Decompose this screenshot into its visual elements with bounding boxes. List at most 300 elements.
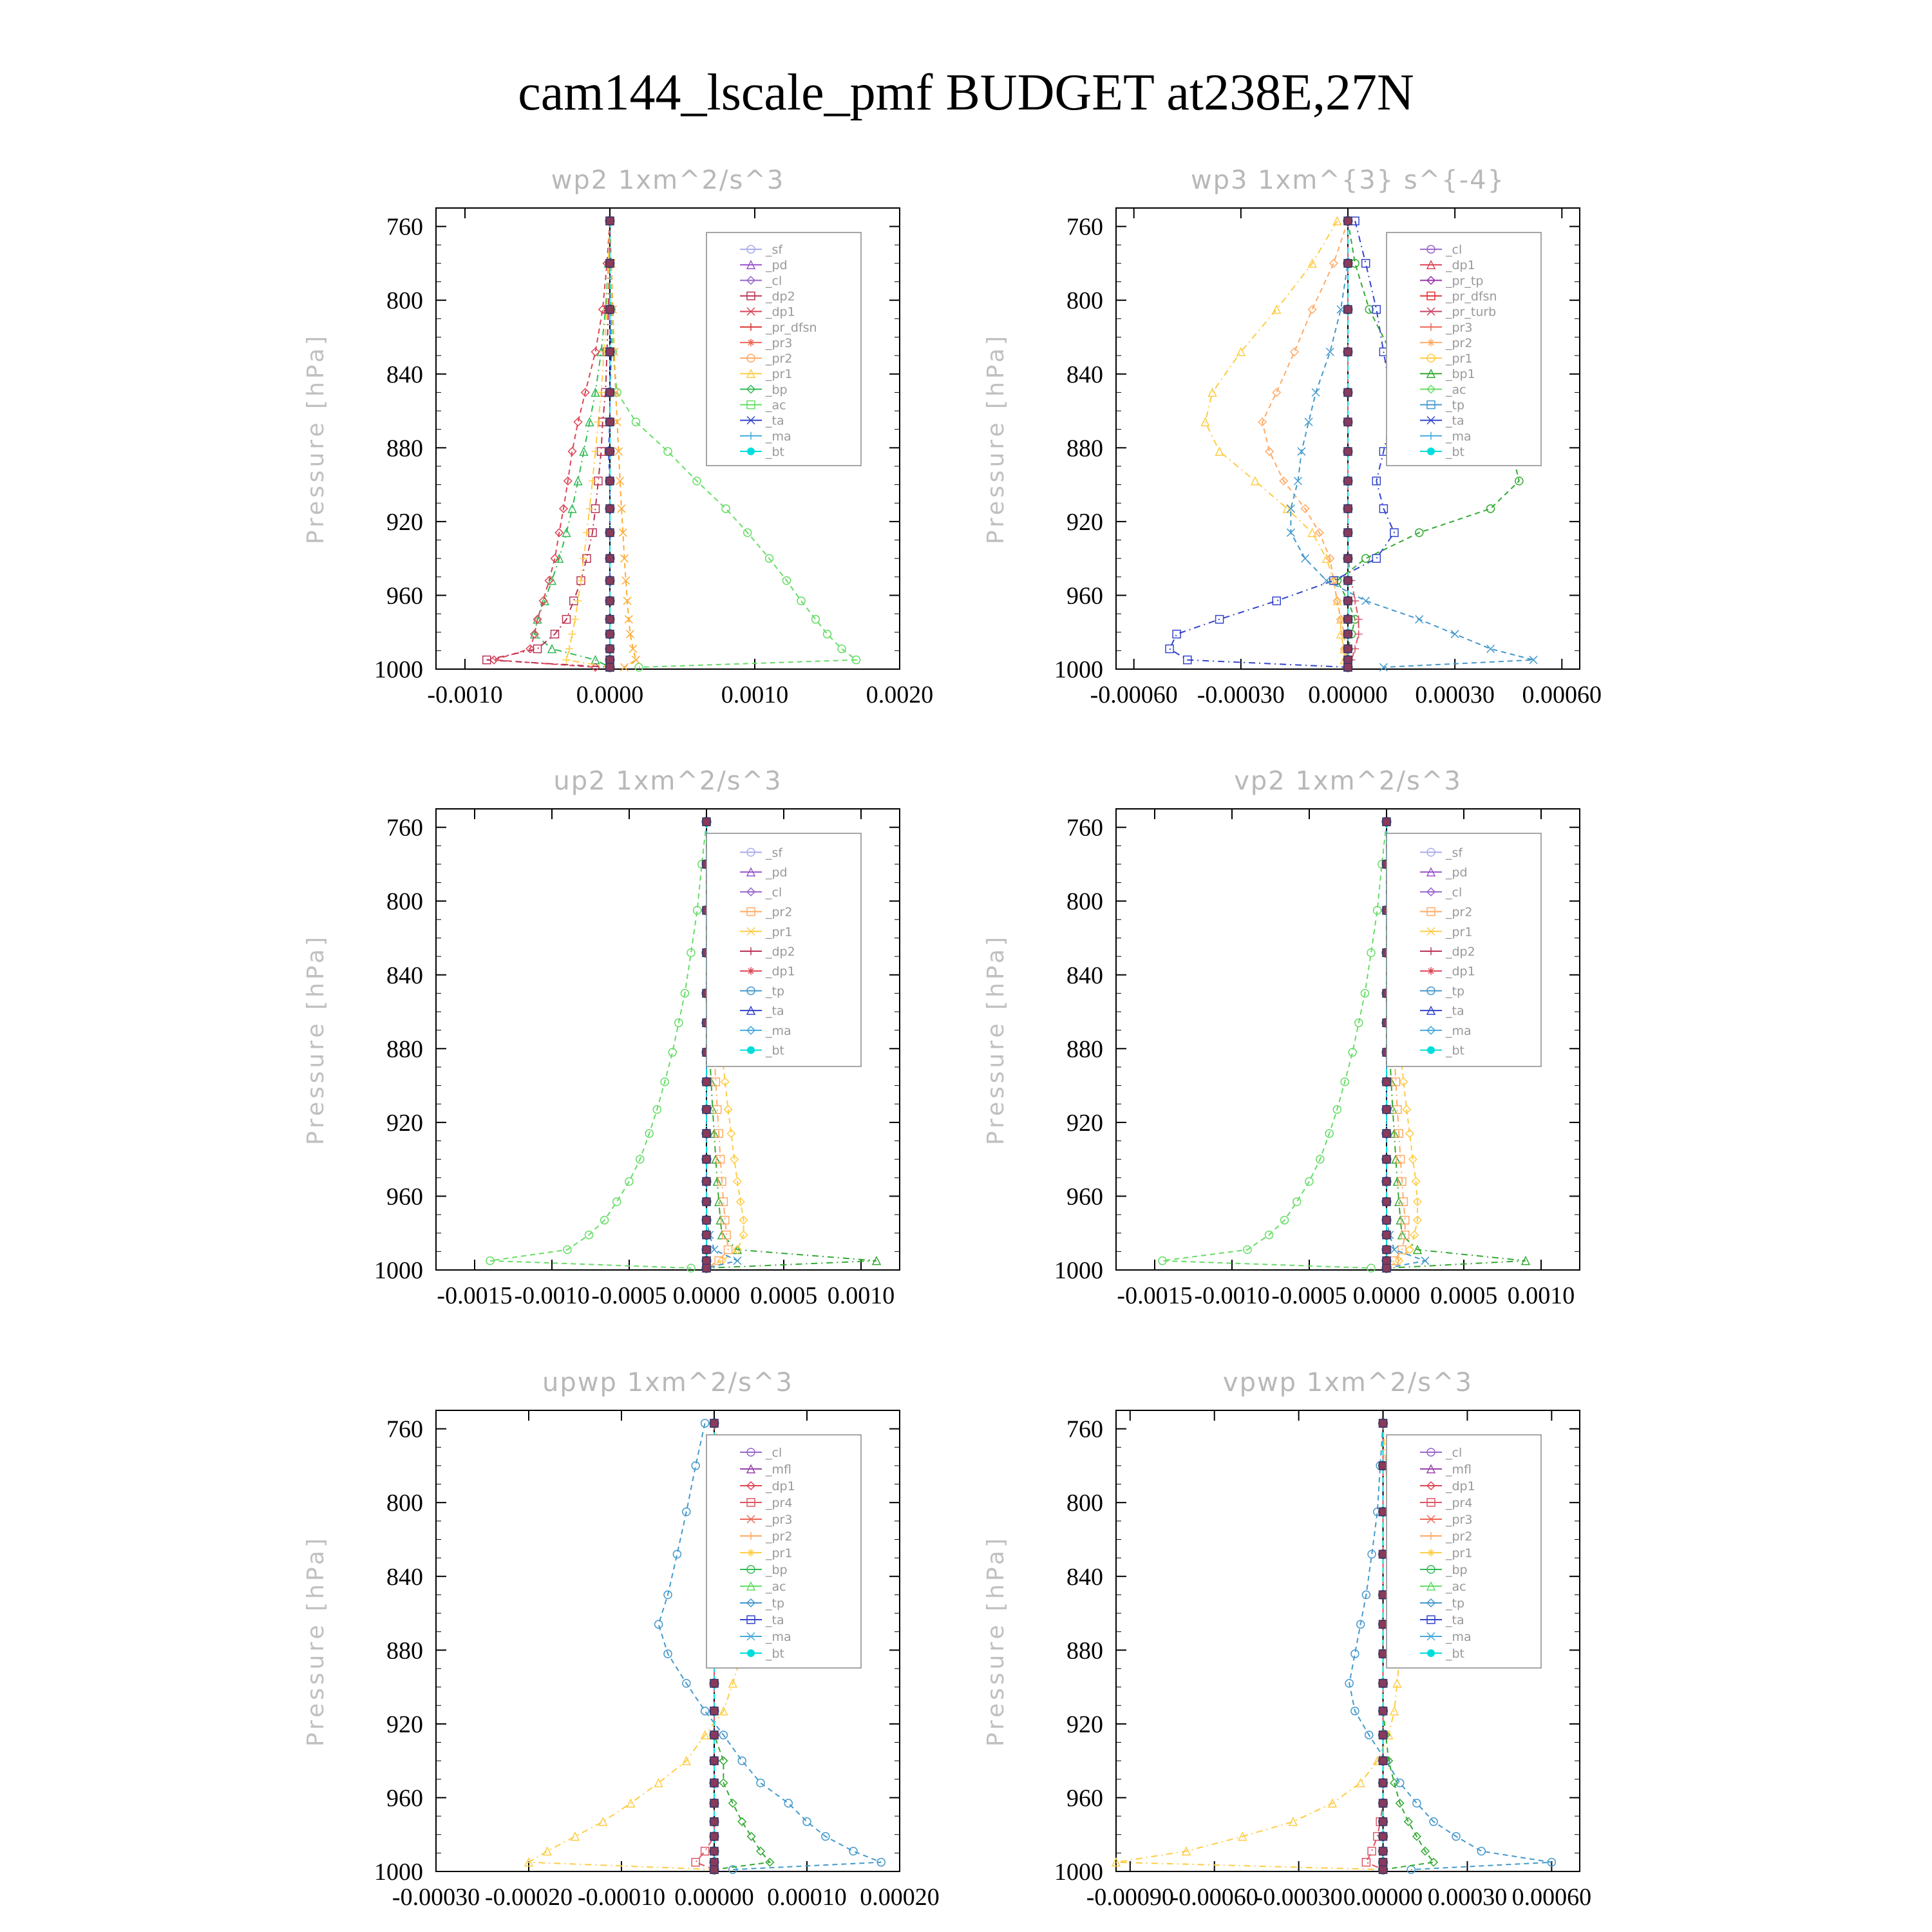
legend-label: _ma [1446,1630,1472,1644]
legend-label: _ta [1446,413,1464,428]
legend-label: _ma [1446,429,1472,444]
data-point [632,418,640,426]
zero-marker [703,1155,710,1163]
zero-marker [710,1779,718,1787]
y-tick-label: 760 [386,814,423,842]
data-point [1405,1818,1412,1826]
legend-label: _pr1 [1446,352,1473,366]
data-point [719,1757,727,1765]
data-point [1396,1779,1404,1787]
y-tick-label: 840 [386,961,423,989]
data-point [592,448,600,455]
legend-label: _dp1 [1446,964,1475,979]
x-tick-label: -0.0010 [427,681,503,708]
x-tick-label: -0.00090 [1086,1884,1174,1911]
zero-marker [703,1178,710,1186]
y-tick-label: 760 [1066,814,1103,842]
zero-marker [1344,505,1352,513]
zero-marker [606,656,614,664]
x-tick-label: -0.0015 [437,1282,513,1309]
legend-label: _cl [1446,885,1463,900]
data-point [1173,630,1180,638]
data-point [784,1799,792,1807]
series-line [1206,221,1349,667]
legend-label: _pr1 [766,1546,793,1560]
legend-label: _bt [1446,1647,1465,1661]
series-line [487,221,610,667]
zero-marker [606,597,614,605]
y-tick-label: 1000 [374,656,423,683]
legend-label: _pr2 [766,1530,793,1544]
zero-marker [1383,1106,1390,1113]
data-point [1289,1818,1297,1826]
y-tick-label: 840 [386,361,423,388]
series-line [490,822,706,1268]
x-tick-label: 0.00030 [1427,1884,1508,1911]
legend-label: _bp [766,383,788,397]
zero-marker [1344,630,1352,638]
zero-marker [1344,645,1352,652]
y-axis-label: Pressure [hPa] [303,933,329,1146]
legend-label: _pr2 [766,905,793,920]
legend-label: _ta [766,1613,784,1627]
zero-marker [1344,477,1352,485]
legend-label: _cl [766,274,782,289]
zero-marker [1379,1779,1387,1787]
y-tick-label: 920 [1066,508,1103,536]
legend-label: _tp [1446,398,1465,413]
data-point [1395,1198,1403,1206]
zero-marker [606,306,614,314]
panel-wp2 [303,166,933,708]
legend-label: _bt [1446,444,1465,459]
panel-upwp [303,1368,940,1911]
data-point [715,1198,723,1206]
y-tick-label: 800 [386,287,423,315]
zero-marker [703,1217,710,1224]
y-tick-label: 960 [1066,1785,1103,1812]
data-point [1362,597,1370,605]
y-tick-label: 840 [1066,361,1103,388]
data-point [632,656,640,664]
data-point [757,1779,764,1787]
panel-vp2 [983,766,1580,1309]
legend-label: _ma [1446,1023,1472,1038]
data-point [613,1198,621,1206]
panel-title: wp3 1xm^{3} s^{-4} [1190,166,1506,195]
legend-marker [747,1046,755,1054]
zero-marker [1379,1419,1387,1427]
data-point [722,505,730,513]
x-tick-label: 0.0010 [1507,1282,1575,1309]
data-point [803,1818,811,1826]
data-point [1390,1245,1398,1253]
legend-label: _dp1 [766,964,795,979]
y-axis-label: Pressure [hPa] [983,1535,1009,1747]
data-point [574,418,582,426]
data-point [577,577,585,585]
zero-marker [606,448,614,455]
legend-label: _dp1 [766,305,795,319]
zero-marker [1344,217,1352,225]
legend-marker [1427,1046,1435,1054]
legend-label: _bp1 [1446,367,1475,382]
legend-label: _dp2 [1446,945,1475,959]
figure-title: cam144_lscale_pmf BUDGET at238E,27N [518,64,1414,121]
zero-marker [1379,1731,1387,1739]
panel-title: wp2 1xm^2/s^3 [551,166,785,195]
legend-label: _ma [766,429,791,444]
legend-label: _pr_tp [1446,274,1484,289]
zero-marker [1344,656,1352,664]
data-point [738,1757,746,1765]
legend-label: _pr1 [1446,1546,1473,1560]
panel-title: vpwp 1xm^2/s^3 [1222,1368,1473,1397]
series-line [567,221,611,667]
y-tick-label: 920 [1066,1109,1103,1137]
x-tick-label: -0.0005 [591,1282,667,1309]
legend [1387,232,1541,466]
zero-marker [703,1130,710,1137]
y-tick-label: 840 [1066,961,1103,989]
zero-marker [1344,348,1352,355]
data-point [824,630,831,638]
data-point [738,1818,746,1826]
zero-marker [703,1257,710,1265]
y-tick-label: 760 [1066,213,1103,241]
data-point [717,1217,724,1224]
legend-label: _pr3 [766,1513,793,1527]
data-point [664,448,672,455]
data-point [701,1707,709,1715]
zero-marker [710,1680,718,1687]
series-_dp2 [483,217,614,671]
zero-marker [1379,1620,1387,1628]
legend-label: _pr4 [766,1496,793,1510]
zero-marker [703,1078,710,1086]
y-tick-label: 880 [1066,435,1103,462]
data-point [838,645,846,652]
data-point [583,529,591,536]
legend [706,1435,861,1668]
zero-marker [710,1707,718,1715]
zero-marker [1379,1680,1387,1687]
zero-marker [710,1419,718,1427]
x-tick-label: 0.0000 [1352,1282,1421,1309]
data-point [1487,645,1495,652]
data-point [849,1847,857,1855]
zero-marker [606,388,614,396]
legend [706,232,861,466]
zero-marker [606,477,614,485]
legend-label: _pr1 [1446,925,1473,940]
data-point [1293,1198,1301,1206]
zero-marker [1379,1550,1387,1558]
data-point [574,597,582,605]
x-tick-label: 0.00000 [674,1884,754,1911]
data-point [1367,1264,1375,1272]
data-point [1477,1847,1485,1855]
zero-marker [1379,1866,1387,1873]
data-point [668,1048,676,1056]
y-tick-label: 760 [386,1416,423,1443]
legend-label: _pr2 [1446,336,1473,350]
zero-marker [606,577,614,585]
y-tick-label: 1000 [1054,1859,1103,1886]
legend-label: _pd [1446,866,1468,880]
zero-marker [1383,818,1390,826]
panel-title: up2 1xm^2/s^3 [553,766,782,796]
y-tick-label: 1000 [374,1859,423,1886]
zero-marker [1379,1707,1387,1715]
series-_dp1 [486,818,710,1272]
legend-label: _cl [1446,1446,1463,1460]
legend-label: _tp [1446,1596,1465,1611]
legend-label: _cl [1446,243,1463,258]
series-_dp1 [1159,818,1390,1272]
legend-label: _pr_turb [1446,305,1497,319]
series-line [1116,1423,1400,1870]
zero-marker [703,1245,710,1253]
y-tick-label: 920 [386,1710,423,1738]
legend-label: _ac [1446,1580,1466,1594]
legend-label: _cl [766,1446,782,1460]
legend-label: _sf [766,243,783,258]
zero-marker [1383,1198,1390,1206]
y-axis-label: Pressure [hPa] [303,332,329,545]
zero-marker [606,529,614,536]
data-point [1273,388,1280,396]
legend-label: _pr1 [766,925,793,940]
data-point [544,1847,551,1855]
zero-marker [703,1106,710,1113]
y-tick-label: 960 [1066,1183,1103,1211]
legend-label: _ta [766,413,784,428]
zero-marker [606,663,614,671]
zero-marker [1383,1231,1390,1239]
x-tick-label: 0.00060 [1522,681,1602,708]
y-tick-label: 920 [386,508,423,536]
zero-marker [606,645,614,652]
legend-label: _ac [766,1580,786,1594]
legend-label: _ac [766,398,786,413]
zero-marker [606,554,614,562]
legend-label: _pr2 [1446,1530,1473,1544]
zero-marker [1344,388,1352,396]
y-tick-label: 1000 [1054,1257,1103,1284]
y-tick-label: 760 [386,213,423,241]
legend-label: _pr_dfsn [1446,289,1497,304]
zero-marker [1344,616,1352,623]
data-point [1397,1217,1405,1224]
x-tick-label: 0.00030 [1415,681,1495,708]
zero-marker [703,818,710,826]
x-tick-label: -0.00030 [392,1884,480,1911]
legend-label: _dp1 [1446,1479,1475,1493]
zero-marker [710,1818,718,1826]
y-tick-label: 840 [386,1563,423,1591]
x-tick-label: 0.00000 [1343,1884,1423,1911]
data-point [594,418,602,426]
legend-label: _pd [766,866,788,880]
legend-label: _pr2 [1446,905,1473,920]
data-point [1302,554,1309,562]
zero-marker [1379,1757,1387,1765]
legend-label: _cl [766,885,782,900]
zero-marker [703,1198,710,1206]
y-tick-label: 1000 [374,1257,423,1284]
legend-marker [747,448,755,455]
zero-marker [606,418,614,426]
zero-marker [1383,1130,1390,1137]
legend-label: _ta [1446,1004,1464,1019]
x-tick-label: 0.0005 [1430,1282,1498,1309]
zero-marker [1383,1178,1390,1186]
data-point [571,616,579,623]
x-tick-label: 0.0000 [576,681,644,708]
zero-marker [1379,1650,1387,1658]
y-axis-label: Pressure [hPa] [983,933,1009,1146]
data-point [589,477,596,485]
data-point [1362,554,1370,562]
data-point [569,630,576,638]
x-tick-label: 0.00010 [767,1884,847,1911]
legend-label: _dp2 [766,289,795,304]
data-point [812,616,820,623]
x-tick-label: -0.00010 [577,1884,666,1911]
data-point [563,656,571,664]
y-tick-label: 880 [386,435,423,462]
zero-marker [1383,1264,1390,1272]
y-tick-label: 840 [1066,1563,1103,1591]
x-tick-label: 0.0005 [750,1282,818,1309]
data-point [1451,630,1459,638]
data-point [1372,554,1380,562]
data-point [1407,1866,1415,1873]
data-point [1312,388,1320,396]
zero-marker [606,630,614,638]
zero-marker [1344,597,1352,605]
y-tick-label: 800 [386,1490,423,1517]
data-point [586,505,594,513]
x-tick-label: -0.0010 [514,1282,590,1309]
legend-label: _bt [1446,1043,1465,1058]
zero-marker [710,1757,718,1765]
legend-marker [747,1649,755,1657]
data-point [1413,1799,1421,1807]
zero-marker [606,260,614,267]
legend-label: _sf [766,846,783,860]
data-point [1209,388,1217,396]
series-_pr1 [1201,217,1352,671]
zero-marker [1379,1462,1387,1470]
zero-marker [606,616,614,623]
legend-label: _dp1 [766,1479,795,1493]
panels [303,166,1602,1911]
legend-label: _pr_dfsn [766,320,817,335]
legend-label: _dp2 [766,945,795,959]
y-tick-label: 920 [1066,1710,1103,1738]
x-tick-label: 0.00000 [1308,681,1388,708]
data-point [655,1620,663,1628]
y-tick-label: 1000 [1054,656,1103,683]
legend-label: _bp [766,1563,788,1577]
legend-label: _pr1 [766,367,793,382]
y-tick-label: 800 [386,888,423,916]
legend-label: _bt [766,1647,785,1661]
legend [706,833,861,1066]
data-point [1355,616,1363,623]
legend-label: _ma [766,1023,791,1038]
legend-label: _bt [766,1043,785,1058]
x-tick-label: 0.00020 [860,1884,940,1911]
legend-marker [1427,448,1435,455]
zero-marker [1379,1591,1387,1598]
data-point [569,505,576,513]
legend-marker [1427,1649,1435,1657]
zero-marker [1344,554,1352,562]
legend-label: _tp [766,984,785,999]
zero-marker [1344,418,1352,426]
y-tick-label: 880 [1066,1637,1103,1665]
x-tick-label: 0.0010 [721,681,789,708]
zero-marker [703,1264,710,1272]
series-line [494,221,610,667]
y-tick-label: 800 [1066,287,1103,315]
legend-label: _tp [1446,984,1465,999]
zero-marker [710,1859,718,1866]
data-point [1166,645,1173,652]
y-tick-label: 960 [386,582,423,610]
panel-title: vp2 1xm^2/s^3 [1234,766,1462,796]
data-point [1330,260,1338,267]
y-tick-label: 880 [386,1036,423,1063]
x-tick-label: 0.0020 [866,681,934,708]
data-point [1349,1048,1356,1056]
legend [1387,833,1541,1066]
y-tick-label: 760 [1066,1416,1103,1443]
x-tick-label: -0.0010 [1194,1282,1270,1309]
y-axis-label: Pressure [hPa] [303,1535,329,1747]
legend-label: _pd [766,258,788,273]
series-_dp1 [490,217,614,671]
legend-label: _ac [1446,383,1466,397]
x-tick-label: -0.0015 [1117,1282,1193,1309]
zero-marker [1383,1078,1390,1086]
legend-label: _mfl [766,1463,791,1477]
data-point [1355,630,1363,638]
legend-label: _pr2 [766,352,793,366]
y-tick-label: 960 [1066,582,1103,610]
x-tick-label: 0.00060 [1511,1884,1592,1911]
data-point [1273,597,1280,605]
panel-up2 [303,766,900,1309]
zero-marker [1344,306,1352,314]
zero-marker [1383,1245,1390,1253]
x-tick-label: -0.00020 [484,1884,573,1911]
legend-label: _ta [766,1004,784,1019]
series-line [1162,822,1387,1268]
data-point [1530,656,1537,664]
data-point [1416,616,1423,623]
data-point [715,1257,723,1265]
data-point [1291,348,1298,355]
data-point [1487,505,1495,513]
legend-label: _pr3 [766,336,793,350]
legend-label: _ta [1446,1613,1464,1627]
zero-marker [710,1833,718,1841]
data-point [1309,306,1316,314]
